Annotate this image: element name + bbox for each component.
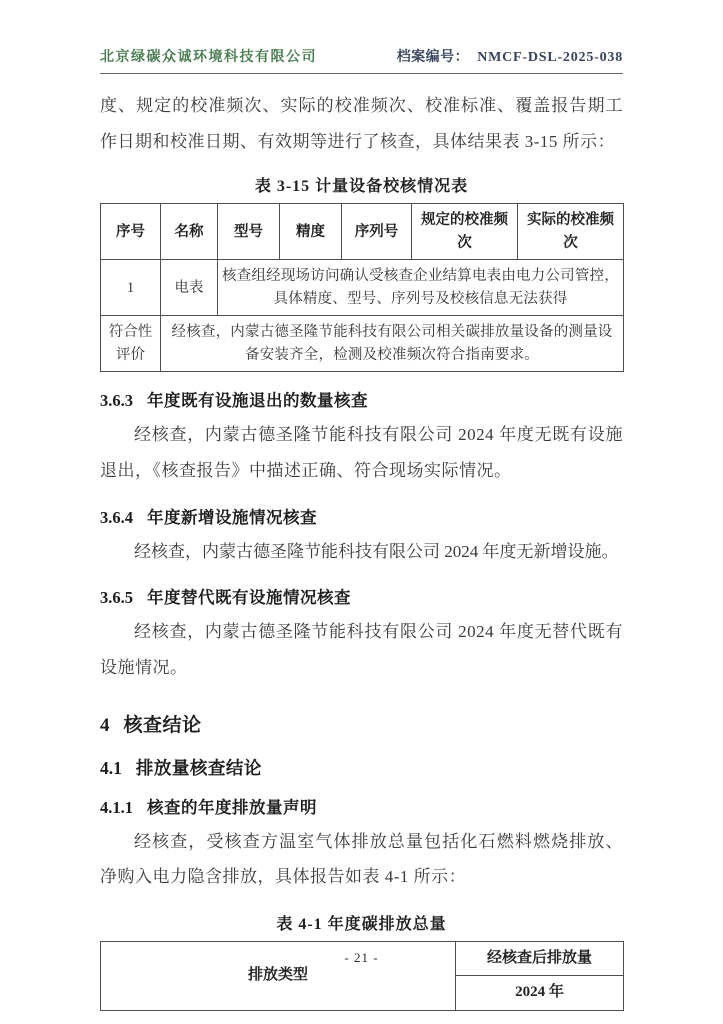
section-number: 3.6.5 bbox=[100, 588, 133, 608]
section-title: 排放量核查结论 bbox=[135, 757, 262, 778]
intro-paragraph: 度、规定的校准频次、实际的校准频次、校准标准、覆盖报告期工作日期和校准日期、有效期等进行了核查，具体结果表 3-15 所示： bbox=[100, 96, 623, 151]
section-heading-4 bbox=[100, 710, 623, 737]
table-4-1-caption: 表 4-1 年度碳排放总量 bbox=[276, 916, 447, 933]
cell-emission-type: 排放类型 bbox=[101, 942, 456, 1011]
th-seq-number: 序号 bbox=[101, 204, 161, 260]
th-model: 型号 bbox=[218, 204, 280, 260]
section-heading-4-1 bbox=[100, 755, 623, 780]
cell-name-meter: 电表 bbox=[161, 260, 218, 316]
cell-year-2024: 2024 年 bbox=[456, 976, 624, 1010]
section-3-6-3-paragraph: 经核查，内蒙古德圣隆节能科技有限公司 2024 年度无既有设施退出，《核查报告》中描述正确、符合现场实际情况。 bbox=[100, 425, 623, 480]
section-title: 核查的年度排放量声明 bbox=[147, 797, 317, 817]
cell-conformity-description: 经核查，内蒙古德圣隆节能科技有限公司相关碳排放量设备的测量设备安装齐全，检测及校准频次符合指南要求。 bbox=[161, 316, 624, 372]
section-heading-3-6-5 bbox=[100, 584, 623, 608]
th-required-calibration-freq: 规定的校准频次 bbox=[412, 204, 518, 260]
table-row-meter bbox=[101, 260, 624, 316]
section-heading-3-6-3 bbox=[100, 387, 623, 411]
section-title: 年度替代既有设施情况核查 bbox=[147, 588, 351, 608]
th-serial-number: 序列号 bbox=[342, 204, 412, 260]
cell-verified-emissions-header: 经核查后排放量 bbox=[456, 942, 624, 976]
page-header bbox=[100, 46, 623, 74]
archive-label: 档案编号： bbox=[396, 50, 470, 65]
page-number: - 21 - bbox=[344, 950, 379, 965]
section-number: 4.1 bbox=[100, 757, 122, 778]
table-3-15-caption: 表 3-15 计量设备校核情况表 bbox=[254, 178, 469, 196]
th-actual-calibration-freq: 实际的校准频次 bbox=[518, 204, 624, 260]
section-title: 核查结论 bbox=[123, 714, 202, 736]
table-3-15 bbox=[100, 203, 624, 372]
cell-meter-description: 核查组经现场访问确认受核查企业结算电表由电力公司管控，具体精度、型号、序列号及校核信息无法获得 bbox=[218, 260, 624, 316]
header-company-name: 北京绿碳众诚环境科技有限公司 bbox=[100, 50, 317, 65]
section-heading-4-1-1 bbox=[100, 794, 623, 818]
section-number: 3.6.3 bbox=[100, 391, 133, 411]
th-precision: 精度 bbox=[280, 204, 342, 260]
section-number: 4 bbox=[100, 714, 110, 736]
cell-seq-1: 1 bbox=[101, 260, 161, 316]
table-row-conformity bbox=[101, 316, 624, 372]
section-number: 4.1.1 bbox=[100, 797, 133, 817]
section-title: 年度既有设施退出的数量核查 bbox=[147, 391, 368, 411]
th-name: 名称 bbox=[161, 204, 218, 260]
section-heading-3-6-4 bbox=[100, 504, 623, 528]
emission-statement-paragraph: 经核查，受核查方温室气体排放总量包括化石燃料燃烧排放、净购入电力隐含排放，具体报告如表 4-1 所示： bbox=[100, 831, 623, 887]
section-3-6-5-paragraph: 经核查，内蒙古德圣隆节能科技有限公司 2024 年度无替代既有设施情况。 bbox=[100, 622, 623, 677]
section-number: 3.6.4 bbox=[100, 507, 133, 527]
section-title: 年度新增设施情况核查 bbox=[147, 507, 317, 527]
section-3-6-4-paragraph: 经核查，内蒙古德圣隆节能科技有限公司 2024 年度无新增设施。 bbox=[134, 541, 619, 561]
cell-conformity-label: 符合性评价 bbox=[101, 316, 161, 372]
table-3-15-header-row bbox=[101, 204, 624, 260]
archive-number: NMCF-DSL-2025-038 bbox=[477, 50, 623, 65]
header-archive bbox=[397, 46, 623, 66]
